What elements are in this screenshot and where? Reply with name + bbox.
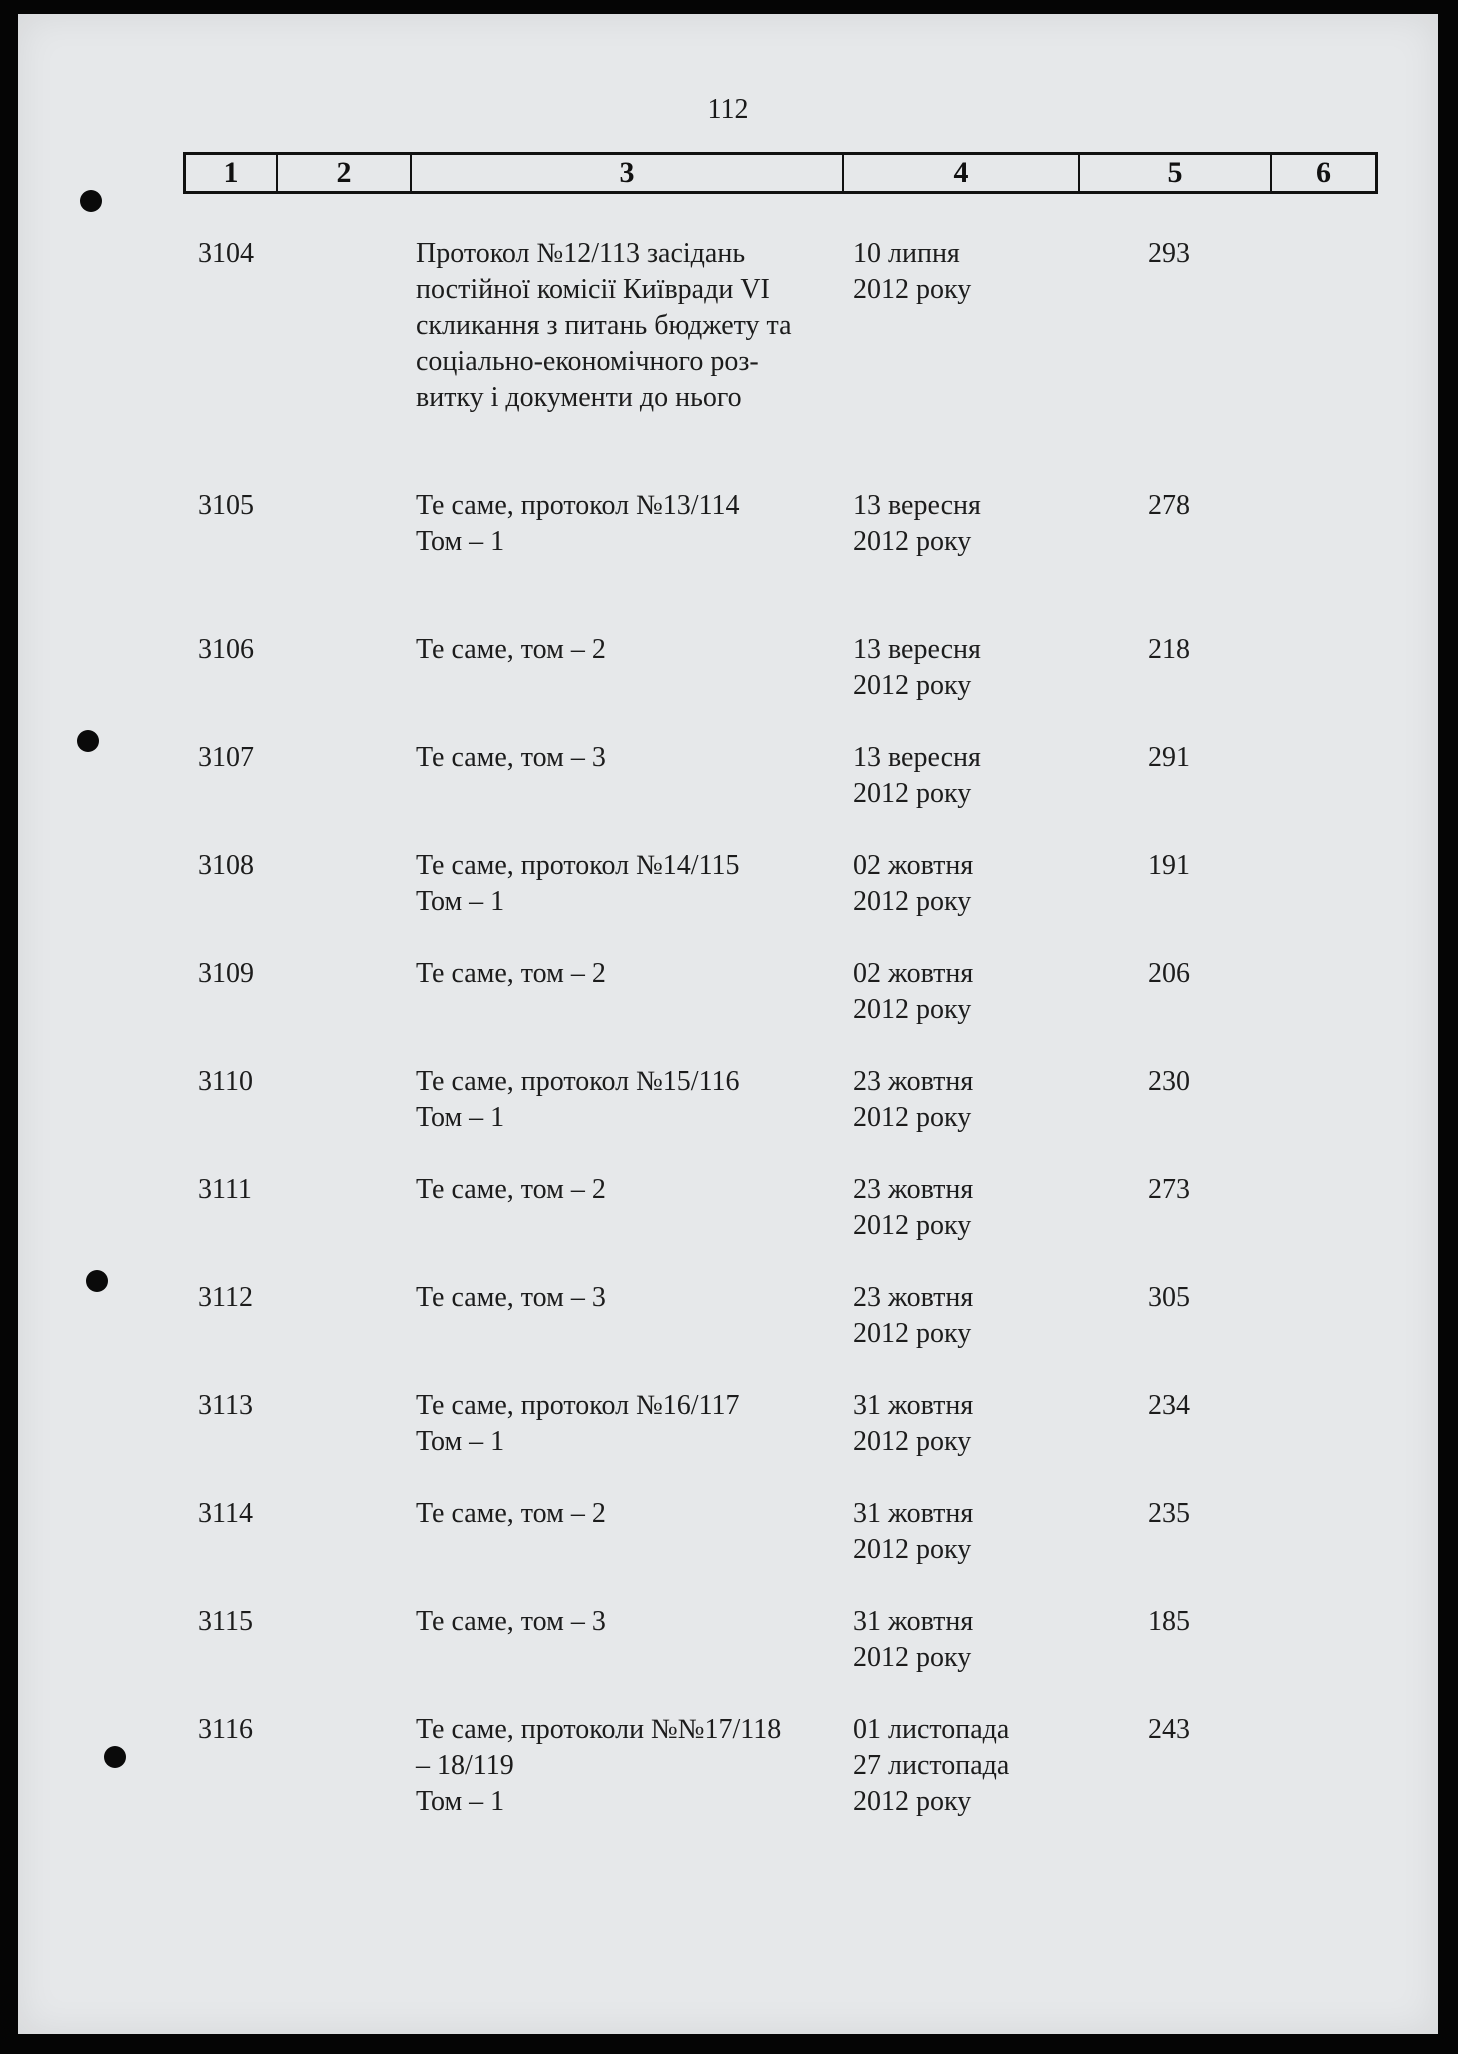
record-date <box>853 740 1073 812</box>
record-date-line: 02 жовтня <box>853 850 974 881</box>
record-number: 3108 <box>198 850 254 881</box>
punch-hole <box>80 190 102 212</box>
record-title-line: Протокол №12/113 засідань <box>416 238 746 269</box>
record-number: 3112 <box>198 1282 253 1313</box>
column-header: 4 <box>844 155 1080 191</box>
punch-hole <box>104 1746 126 1768</box>
record-number: 3111 <box>198 1174 252 1205</box>
record-date-line: 31 жовтня <box>853 1390 974 1421</box>
record-date-line: 2012 року <box>853 1426 972 1457</box>
record-title-line: Те саме, том – 3 <box>416 742 606 773</box>
record-title-line: Те саме, протокол №13/114 <box>416 490 740 521</box>
record-page-count: 243 <box>1148 1714 1190 1745</box>
record-title <box>416 236 866 416</box>
column-header: 3 <box>412 155 844 191</box>
record-date-line: 2012 року <box>853 1102 972 1133</box>
record-page-count: 291 <box>1148 742 1190 773</box>
record-date-line: 13 вересня <box>853 490 981 521</box>
record-date <box>853 848 1073 920</box>
record-page-count: 206 <box>1148 958 1190 989</box>
record-title-line: соціально-економічного роз- <box>416 346 759 377</box>
record-date-line: 10 липня <box>853 238 960 269</box>
record-title-line: Том – 1 <box>416 1102 505 1133</box>
record-title <box>416 740 866 776</box>
record-page-count: 185 <box>1148 1606 1190 1637</box>
record-title <box>416 1712 866 1820</box>
record-title-line: Том – 1 <box>416 1426 505 1457</box>
record-date-line: 13 вересня <box>853 742 981 773</box>
record-number: 3113 <box>198 1390 253 1421</box>
record-title-line: постійної комісії Київради VI <box>416 274 770 305</box>
record-date-line: 23 жовтня <box>853 1282 974 1313</box>
record-page-count: 230 <box>1148 1066 1190 1097</box>
record-date <box>853 1604 1073 1676</box>
record-date-line: 27 листопада <box>853 1750 1010 1781</box>
record-title <box>416 1172 866 1208</box>
record-date <box>853 956 1073 1028</box>
record-date <box>853 236 1073 308</box>
record-date-line: 23 жовтня <box>853 1174 974 1205</box>
record-title-line: Те саме, протокол №16/117 <box>416 1390 740 1421</box>
record-title <box>416 1064 866 1136</box>
record-title-line: скликання з питань бюджету та <box>416 310 792 341</box>
record-number: 3105 <box>198 490 254 521</box>
record-number: 3110 <box>198 1066 253 1097</box>
record-page-count: 235 <box>1148 1498 1190 1529</box>
record-date-line: 2012 року <box>853 886 972 917</box>
record-title-line: Те саме, том – 2 <box>416 634 606 665</box>
record-date <box>853 1064 1073 1136</box>
record-title <box>416 848 866 920</box>
record-number: 3107 <box>198 742 254 773</box>
record-title-line: – 18/119 <box>416 1750 514 1781</box>
record-date <box>853 1280 1073 1352</box>
record-date-line: 2012 року <box>853 1534 972 1565</box>
record-title-line: Те саме, том – 2 <box>416 1174 606 1205</box>
record-number: 3106 <box>198 634 254 665</box>
record-title-line: Те саме, том – 3 <box>416 1606 606 1637</box>
record-date-line: 2012 року <box>853 1318 972 1349</box>
record-title-line: Том – 1 <box>416 1786 505 1817</box>
record-title-line: Те саме, том – 2 <box>416 1498 606 1529</box>
record-page-count: 305 <box>1148 1282 1190 1313</box>
record-title <box>416 488 866 560</box>
record-date <box>853 1496 1073 1568</box>
record-date-line: 2012 року <box>853 526 972 557</box>
record-date-line: 2012 року <box>853 1210 972 1241</box>
record-date-line: 2012 року <box>853 778 972 809</box>
record-title-line: Том – 1 <box>416 886 505 917</box>
record-page-count: 191 <box>1148 850 1190 881</box>
record-page-count: 234 <box>1148 1390 1190 1421</box>
record-title <box>416 1280 866 1316</box>
record-number: 3115 <box>198 1606 253 1637</box>
record-date <box>853 1712 1073 1820</box>
record-date-line: 02 жовтня <box>853 958 974 989</box>
punch-hole <box>77 730 99 752</box>
record-title-line: Те саме, протокол №15/116 <box>416 1066 740 1097</box>
column-header: 5 <box>1080 155 1272 191</box>
record-title-line: Те саме, протокол №14/115 <box>416 850 740 881</box>
record-date-line: 2012 року <box>853 1786 972 1817</box>
record-title <box>416 1496 866 1532</box>
record-date-line: 2012 року <box>853 274 972 305</box>
record-page-count: 293 <box>1148 238 1190 269</box>
record-date <box>853 488 1073 560</box>
record-title <box>416 1604 866 1640</box>
record-page-count: 278 <box>1148 490 1190 521</box>
record-date-line: 2012 року <box>853 994 972 1025</box>
record-title <box>416 632 866 668</box>
record-date-line: 2012 року <box>853 1642 972 1673</box>
record-date-line: 31 жовтня <box>853 1498 974 1529</box>
record-title-line: Том – 1 <box>416 526 505 557</box>
record-title-line: Те саме, протоколи №№17/118 <box>416 1714 782 1745</box>
record-title-line: витку і документи до нього <box>416 382 742 413</box>
record-page-count: 273 <box>1148 1174 1190 1205</box>
record-date-line: 13 вересня <box>853 634 981 665</box>
column-header: 6 <box>1316 156 1331 189</box>
record-date <box>853 1388 1073 1460</box>
record-date-line: 31 жовтня <box>853 1606 974 1637</box>
record-date <box>853 1172 1073 1244</box>
column-header: 1 <box>186 155 278 191</box>
punch-hole <box>86 1270 108 1292</box>
record-title-line: Те саме, том – 3 <box>416 1282 606 1313</box>
record-date <box>853 632 1073 704</box>
record-date-line: 2012 року <box>853 670 972 701</box>
record-number: 3116 <box>198 1714 253 1745</box>
record-number: 3104 <box>198 238 254 269</box>
column-header-row <box>183 152 1378 194</box>
document-page <box>18 14 1438 2034</box>
page-number: 112 <box>707 94 749 125</box>
record-number: 3114 <box>198 1498 253 1529</box>
record-title-line: Те саме, том – 2 <box>416 958 606 989</box>
record-date-line: 01 листопада <box>853 1714 1010 1745</box>
record-date-line: 23 жовтня <box>853 1066 974 1097</box>
record-page-count: 218 <box>1148 634 1190 665</box>
column-header: 2 <box>278 155 412 191</box>
record-number: 3109 <box>198 958 254 989</box>
record-title <box>416 1388 866 1460</box>
record-title <box>416 956 866 992</box>
